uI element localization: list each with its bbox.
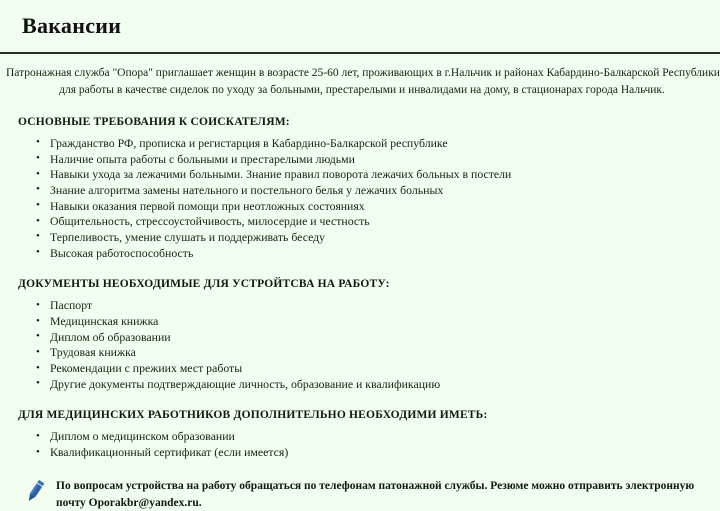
list-item: • Высокая работоспособность xyxy=(36,246,720,262)
list-item: • Диплом о медицинском образовании xyxy=(36,429,720,445)
intro-line: для работы в качестве сиделок по уходу за больными, престарелыми и инвалидами на дому, в стационарах города Нальчик. xyxy=(59,83,665,96)
section-heading: ДЛЯ МЕДИЦИНСКИХ РАБОТНИКОВ ДОПОЛНИТЕЛЬНО НЕОБХОДИМИ ИМЕТЬ: xyxy=(18,409,488,422)
section-heading: ДОКУМЕНТЫ НЕОБХОДИМЫЕ ДЛЯ УСТРОЙТСВА НА РАБОТУ: xyxy=(18,278,390,291)
contact-note xyxy=(0,476,720,511)
list-item: • Диплом об образовании xyxy=(36,330,720,346)
list-item: • Гражданство РФ, прописка и регистарция в Кабардино-Балкарской республике xyxy=(36,136,720,152)
list-item: • Знание алгоритма замены нательного и постельного белья у лежачих больных xyxy=(36,183,720,199)
list-item: • Паспорт xyxy=(36,298,720,314)
list-item: • Рекомендации с прежиих мест работы xyxy=(36,361,720,377)
documents-list xyxy=(0,298,720,392)
page-title: Вакансии xyxy=(22,13,122,38)
contact-line: почту Oporakbr@yandex.ru. xyxy=(56,496,202,509)
requirements-list xyxy=(0,136,720,262)
intro-line: Патронажная служба "Опора" приглашает женщин в возрасте 25-60 лет, проживающих в г.Нальчик и районах Кабардино-Балкарской Республики xyxy=(6,67,720,80)
contact-line: По вопросам устройства на работу обращаться по телефонам патонажной службы. Резюме можно отправить электронную xyxy=(56,479,695,492)
list-item: • Общительность, стрессоустойчивость, милосердие и честность xyxy=(36,214,720,230)
section-medical-staff xyxy=(0,409,720,460)
list-item: • Медицинская книжка xyxy=(36,314,720,330)
list-item: • Квалификационный сертификат (если имеется) xyxy=(36,445,720,461)
list-item: • Навыки ухода за лежачими больными. Знание правил поворота лежачих больных в постели xyxy=(36,167,720,183)
list-item: • Терпеливость, умение слушать и поддерживать беседу xyxy=(36,230,720,246)
list-item: • Наличие опыта работы с больными и престарелыми людьми xyxy=(36,152,720,168)
list-item: • Другие документы подтверждающие личность, образование и квалификацию xyxy=(36,377,720,393)
contact-text xyxy=(56,476,694,511)
medical-documents-list xyxy=(0,429,720,460)
section-documents xyxy=(0,278,720,392)
list-item: • Навыки оказания первой помощи при неотложных состояниях xyxy=(36,199,720,215)
section-heading: ОСНОВНЫЕ ТРЕБОВАНИЯ К СОИСКАТЕЛЯМ: xyxy=(18,115,290,128)
intro-paragraph xyxy=(0,54,720,98)
section-requirements xyxy=(0,116,720,262)
list-item: • Трудовая книжка xyxy=(36,345,720,361)
pen-icon xyxy=(22,477,48,505)
